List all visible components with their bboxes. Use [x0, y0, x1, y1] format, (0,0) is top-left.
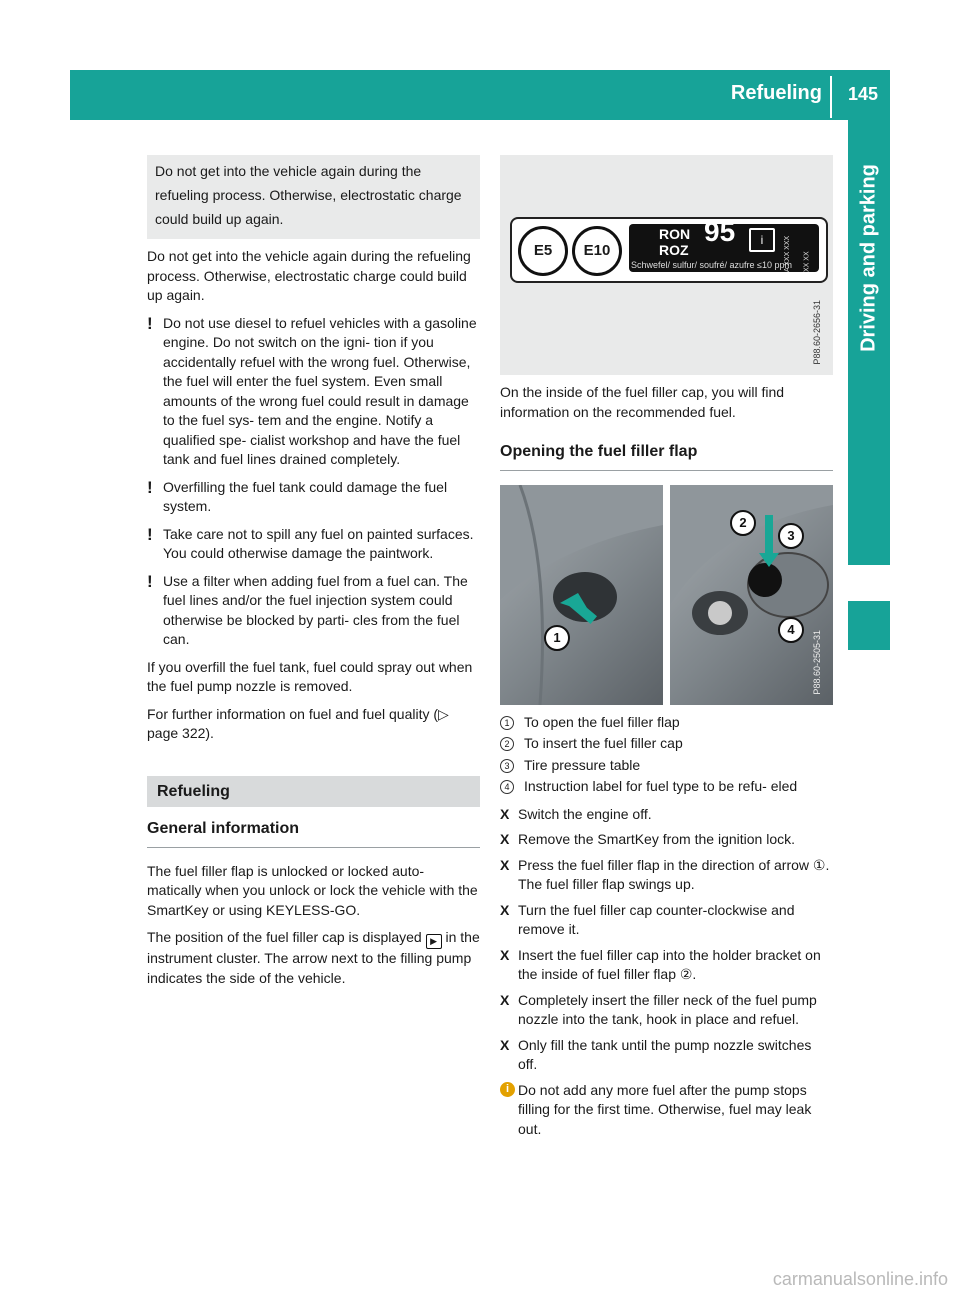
step-text: Turn the fuel filler cap counter-clockwise and remove it.	[518, 901, 795, 937]
left-column	[147, 155, 480, 996]
warning-item	[147, 525, 480, 564]
legend-text: To insert the fuel filler cap	[524, 735, 683, 751]
warning-icon: !	[147, 477, 153, 497]
callout-4: 4	[778, 617, 804, 643]
image-code: P88.60-2656-31	[811, 300, 822, 365]
octane-value: 95	[704, 216, 736, 247]
step-text: Switch the engine off.	[518, 805, 652, 822]
fuel-pump-icon: ▶	[426, 934, 442, 949]
step-text: Insert the fuel filler cap into the holder bracket on the inside of fuel filler flap ②.	[518, 946, 821, 982]
legend-number: 3	[500, 759, 514, 773]
step-item	[500, 901, 833, 940]
step-marker-icon: X	[500, 946, 510, 963]
callout-3: 3	[778, 523, 804, 549]
roz-label: ROZ	[659, 242, 689, 258]
paragraph: If you overfill the fuel tank, fuel could spray out when the fuel pump nozzle is removed.	[147, 658, 473, 694]
photo-code: P88.60-2505-31	[811, 629, 822, 695]
paragraph-prefix: The position of the fuel filler cap is displayed	[147, 929, 422, 945]
fuel-flap-photos	[500, 485, 833, 705]
step-marker-icon: X	[500, 805, 510, 822]
warning-icon: !	[147, 313, 153, 333]
legend-text: To open the fuel filler flap	[524, 713, 680, 730]
step-text: Press the fuel filler flap in the direction of arrow ①. The fuel filler flap swings up.	[518, 856, 830, 892]
subsection-heading: General information	[147, 807, 480, 848]
step-item	[500, 830, 833, 850]
step-marker-icon: X	[500, 831, 510, 847]
warning-text: Do not use diesel to refuel vehicles with a gasoline engine. Do not switch on the igni- tion if you accidentally refuel with the wrong fuel. Otherwise, the fuel will enter the fuel system. Even small amounts of the wrong fuel could result in damage to the fuel sys- tem and the engine. Notify a qualified spe- cialist workshop and have the fuel tank and fuel lines drained completely.	[163, 314, 477, 467]
warning-text: Use a filter when adding fuel from a fuel can. The fuel lines and/or the fuel injection system could otherwise be blocked by parti- cles from the fuel can.	[163, 572, 468, 647]
warning-icon: !	[147, 571, 153, 591]
callout-2: 2	[730, 510, 756, 536]
ron-text	[659, 226, 690, 258]
warning-item	[147, 572, 480, 650]
step-marker-icon: X	[500, 856, 510, 873]
warning-item	[147, 314, 480, 470]
info-text: Do not add any more fuel after the pump stops filling for the first time. Otherwise, fuel may leak out.	[518, 1081, 812, 1137]
legend-text: Instruction label for fuel type to be refu- eled	[524, 778, 798, 794]
label-part-code: A XXX XXX XX XX	[784, 235, 811, 272]
fuel-type-label	[510, 217, 828, 283]
open-flap-photo	[670, 485, 833, 705]
chapter-tab-label: Driving and parking	[857, 163, 880, 352]
info-icon: i	[500, 1082, 515, 1097]
step-marker-icon: X	[500, 991, 510, 1008]
legend-number: 2	[500, 737, 514, 751]
chapter-tab-marker	[848, 565, 890, 641]
page-header	[70, 70, 890, 120]
step-text: Completely insert the filler neck of the fuel pump nozzle into the tank, hook in place and refuel.	[518, 991, 817, 1027]
page-number: 145	[847, 84, 878, 104]
paragraph-rest: in the instrument cluster. The arrow next to the filling pump indicates the side of the vehicle.	[147, 929, 480, 986]
manual-book-icon: i	[749, 228, 775, 252]
section-heading: Refueling	[147, 776, 480, 808]
warning-icon: !	[147, 524, 153, 544]
step-text: Remove the SmartKey from the ignition lock.	[518, 831, 796, 847]
paragraph	[147, 928, 480, 988]
legend-item	[500, 713, 833, 733]
legend-item	[500, 756, 833, 776]
e10-badge: E10	[572, 226, 622, 276]
legend-item	[500, 777, 833, 797]
cross-reference[interactable]: For further information on fuel and fuel quality (▷ page 322).	[147, 705, 449, 741]
step-item	[500, 1036, 833, 1075]
e5-badge: E5	[518, 226, 568, 276]
subsection-heading: Opening the fuel filler flap	[500, 430, 833, 471]
legend-text: Tire pressure table	[524, 756, 641, 773]
note-box: Do not get into the vehicle again during the refueling process. Otherwise, electrostatic charge could build up again.	[147, 155, 480, 239]
watermark: carmanualsonline.info	[772, 1269, 948, 1289]
fuel-label-figure	[500, 155, 833, 375]
header-title: Refueling	[730, 82, 822, 104]
paragraph: On the inside of the fuel filler cap, you will find information on the recommended fuel.	[500, 384, 785, 420]
legend-number: 4	[500, 780, 514, 794]
step-marker-icon: X	[500, 901, 510, 918]
paragraph: Do not get into the vehicle again during the refueling process. Otherwise, electrostatic charge could build up again.	[147, 248, 471, 303]
info-note	[500, 1081, 833, 1140]
chapter-tab	[848, 120, 890, 650]
car-side-illustration	[500, 485, 663, 705]
warning-item	[147, 478, 480, 517]
car-side-photo	[500, 485, 663, 705]
warning-text: Take care not to spill any fuel on painted surfaces. You could otherwise damage the paintwork.	[163, 525, 474, 561]
legend-number: 1	[500, 716, 514, 730]
right-column	[500, 155, 833, 1139]
step-item	[500, 856, 833, 895]
sulfur-note: Schwefel/ sulfur/ soufré/ azufre ≤10 ppm	[631, 260, 793, 270]
warning-text: Overfilling the fuel tank could damage the fuel system.	[163, 478, 448, 514]
header-divider	[830, 76, 832, 118]
step-item	[500, 805, 833, 825]
callout-1: 1	[544, 625, 570, 651]
ron-label: RON	[659, 226, 691, 242]
step-item	[500, 946, 833, 985]
step-marker-icon: X	[500, 1036, 510, 1053]
step-item	[500, 991, 833, 1030]
legend-item	[500, 734, 833, 754]
octane-panel	[629, 216, 819, 272]
step-text: Only fill the tank until the pump nozzle switches off.	[518, 1036, 812, 1072]
paragraph: The fuel filler flap is unlocked or locked auto- matically when you unlock or lock the vehicle with the SmartKey or using KEYLESS-GO.	[147, 862, 478, 918]
